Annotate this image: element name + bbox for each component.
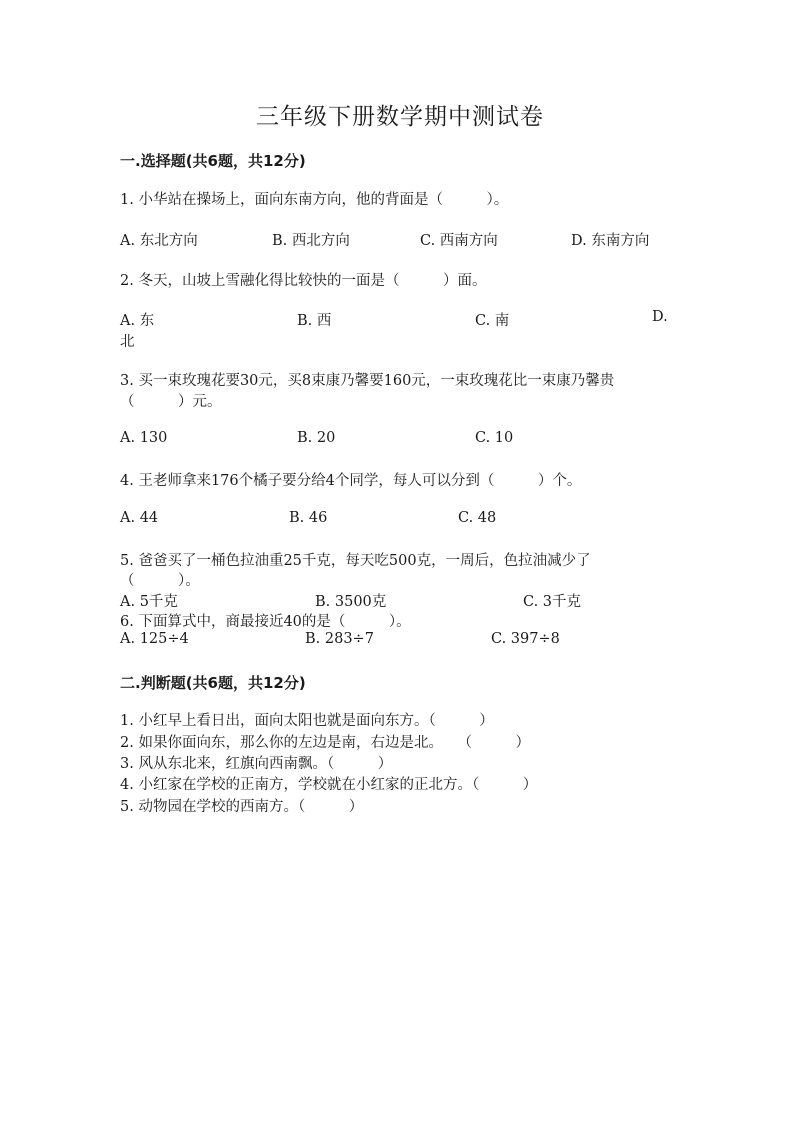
judgment-item: 3. 风从东北来，红旗向西南飘。（ ）: [120, 756, 393, 772]
question-5-cont: （ ）。: [120, 573, 200, 589]
judgment-item: 5. 动物园在学校的西南方。（ ）: [120, 799, 364, 815]
q2-option-d-wrap: 北: [120, 334, 135, 350]
q5-option-a: A. 5千克: [120, 594, 178, 610]
question-6: 6. 下面算式中，商最接近40的是（ ）。: [120, 614, 411, 630]
q6-option-b: B. 283÷7: [305, 631, 374, 647]
question-3-cont: （ ）元。: [120, 394, 222, 410]
q3-option-a: A. 130: [120, 430, 168, 446]
q2-option-b: B. 西: [297, 313, 332, 329]
q2-option-a: A. 东: [120, 313, 155, 329]
question-4: 4. 王老师拿来176个橘子要分给4个同学，每人可以分到（ ）个。: [120, 473, 582, 489]
q4-option-c: C. 48: [458, 510, 497, 526]
q2-option-c: C. 南: [475, 313, 510, 329]
section-heading-judgment: 二.判断题(共6题，共12分): [120, 674, 306, 692]
q1-option-c: C. 西南方向: [420, 233, 498, 249]
q5-option-c: C. 3千克: [523, 594, 582, 610]
judgment-item: 1. 小红早上看日出，面向太阳也就是面向东方。（ ）: [120, 713, 494, 729]
page-title: 三年级下册数学期中测试卷: [256, 104, 544, 130]
q4-option-b: B. 46: [289, 510, 328, 526]
q3-option-c: C. 10: [475, 430, 514, 446]
q1-option-a: A. 东北方向: [120, 233, 198, 249]
judgment-item: 4. 小红家在学校的正南方，学校就在小红家的正北方。（ ）: [120, 777, 538, 793]
q1-option-d: D. 东南方向: [571, 233, 650, 249]
question-2: 2. 冬天，山坡上雪融化得比较快的一面是（ ）面。: [120, 273, 487, 289]
q6-option-a: A. 125÷4: [120, 631, 189, 647]
question-1: 1. 小华站在操场上，面向东南方向，他的背面是（ ）。: [120, 192, 509, 208]
q1-option-b: B. 西北方向: [272, 233, 350, 249]
q4-option-a: A. 44: [120, 510, 159, 526]
q3-option-b: B. 20: [297, 430, 336, 446]
q2-option-d: D.: [652, 309, 668, 325]
section-heading-choice: 一.选择题(共6题，共12分): [120, 152, 306, 170]
judgment-item: 2. 如果你面向东，那么你的左边是南，右边是北。 （ ）: [120, 735, 530, 751]
question-3: 3. 买一束玫瑰花要30元，买8束康乃馨要160元，一束玫瑰花比一束康乃馨贵: [120, 373, 615, 389]
q5-option-b: B. 3500克: [315, 594, 387, 610]
q6-option-c: C. 397÷8: [491, 631, 560, 647]
question-5: 5. 爸爸买了一桶色拉油重25千克，每天吃500克，一周后，色拉油减少了: [120, 553, 591, 569]
